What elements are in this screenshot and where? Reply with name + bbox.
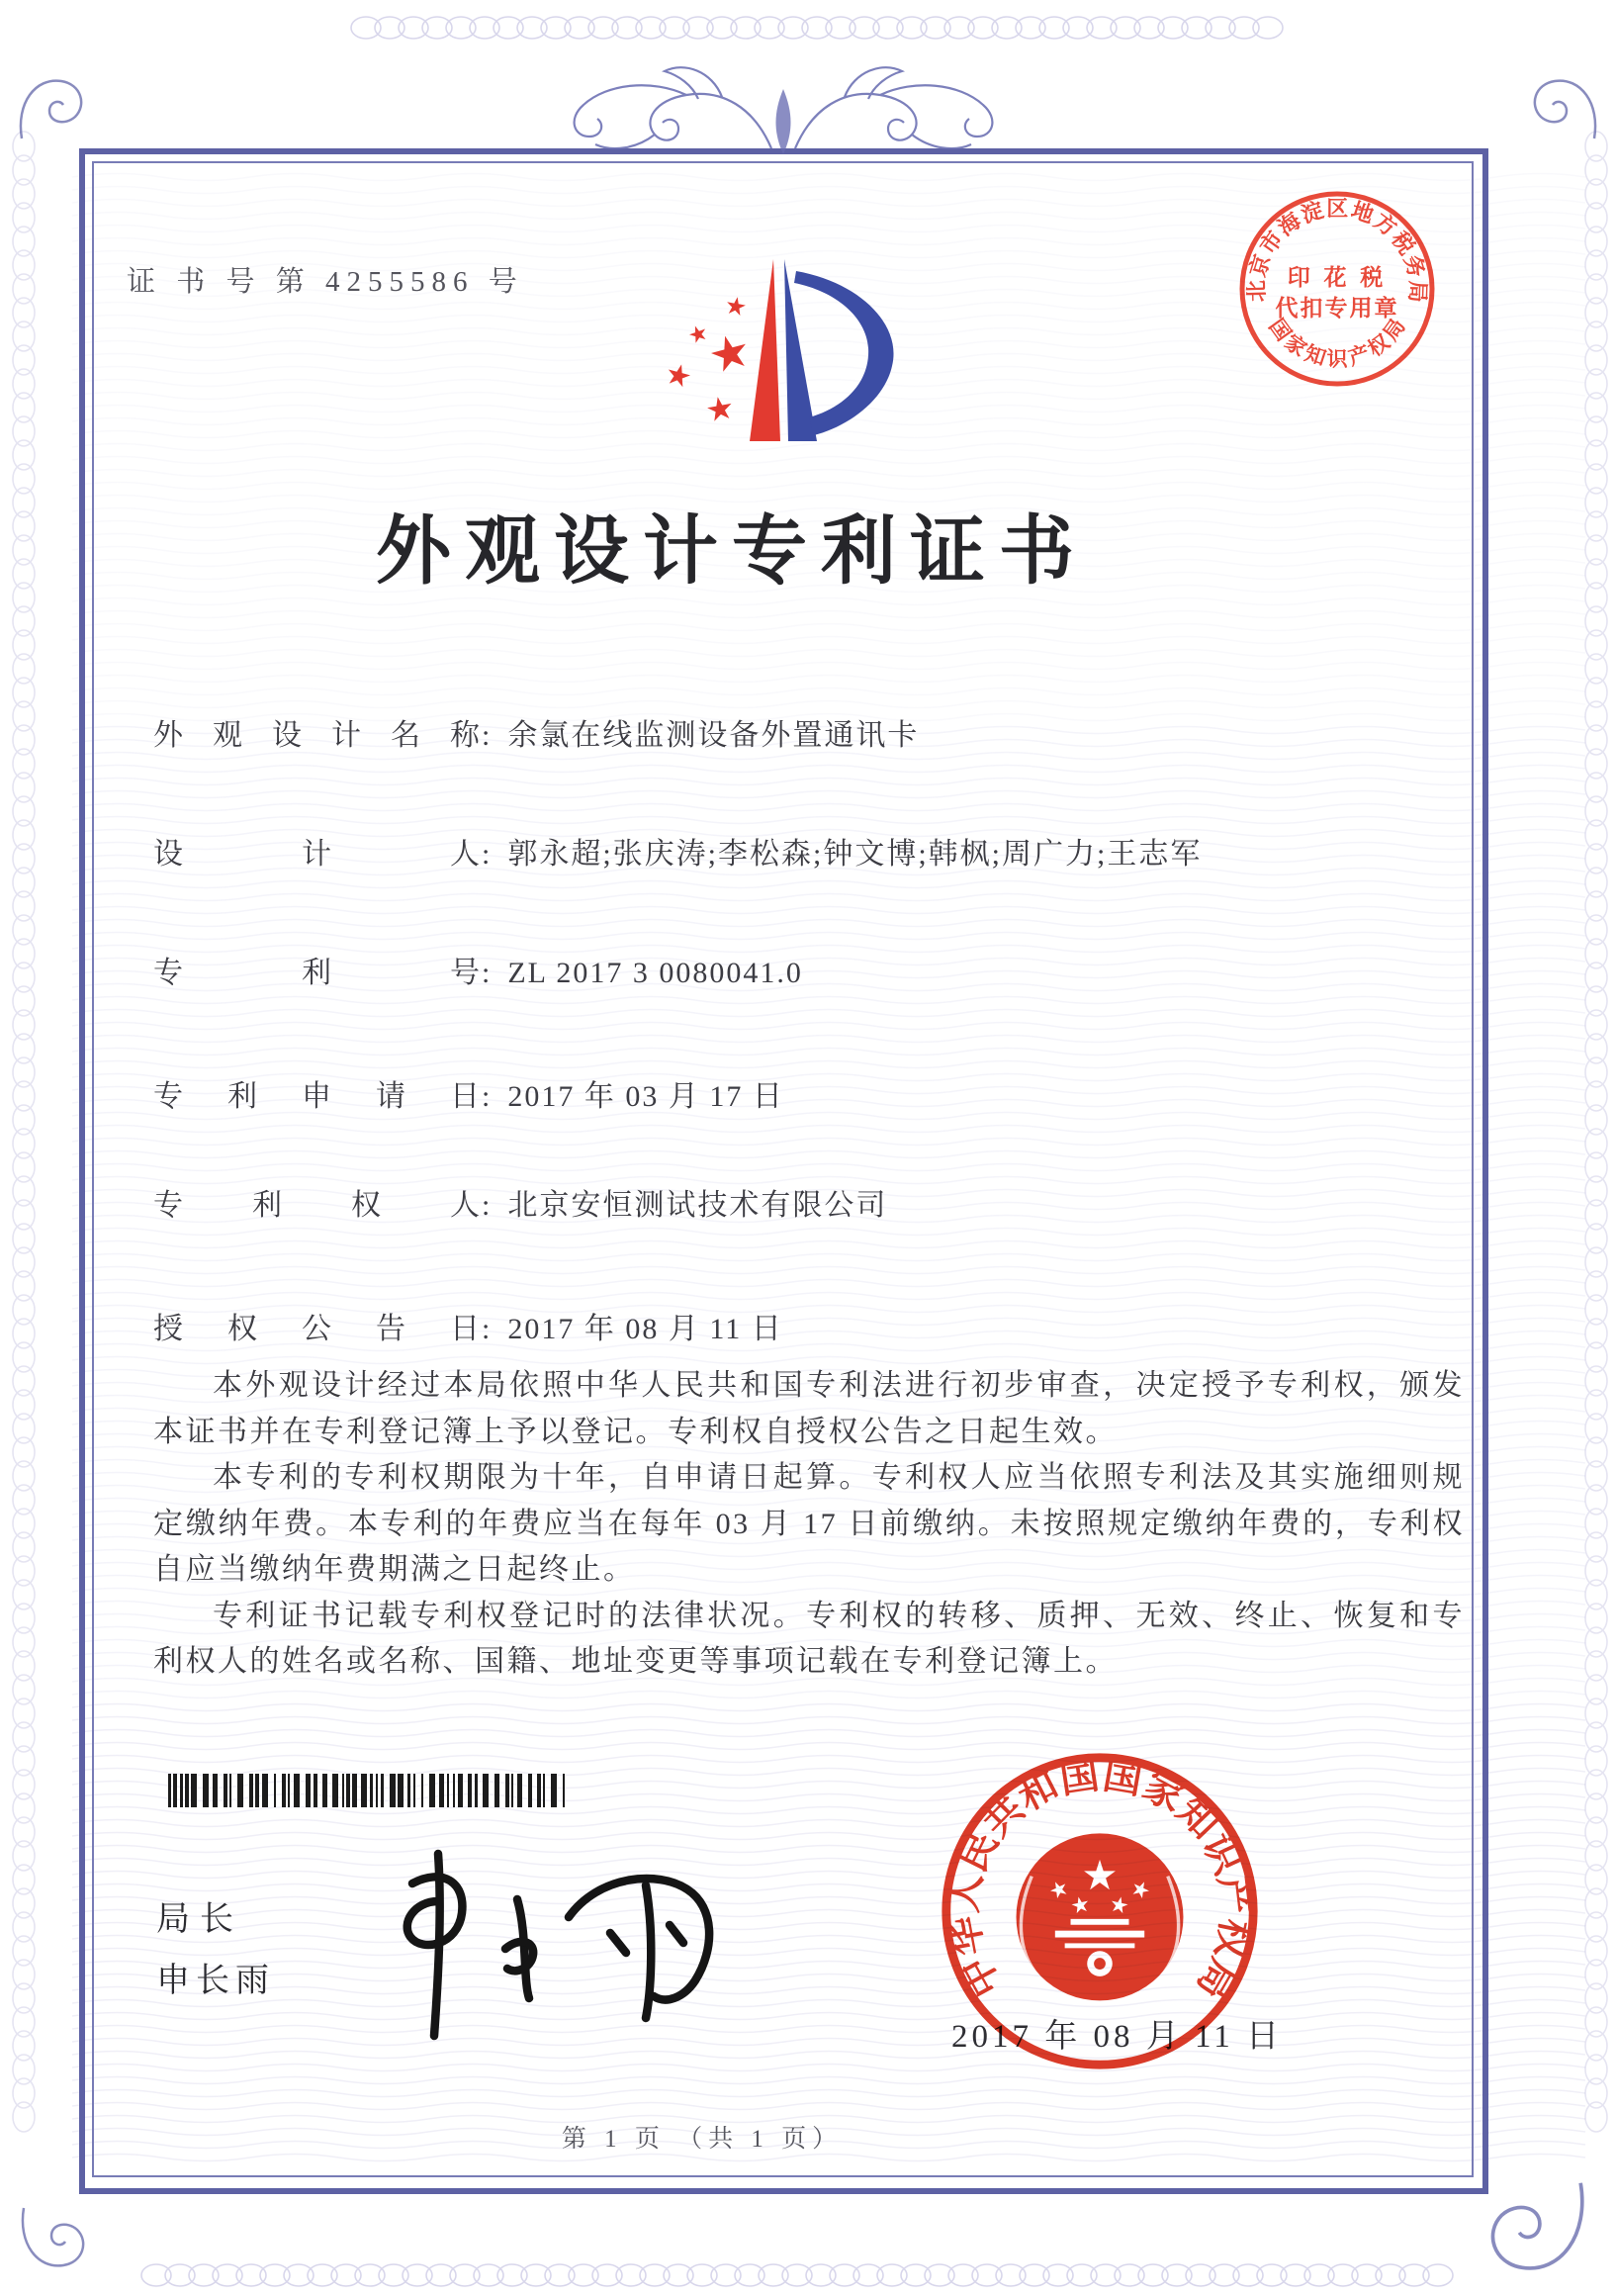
tax-stamp-arc-bottom-text: 国家知识产权局 bbox=[1264, 314, 1410, 372]
logo-star-3 bbox=[711, 336, 746, 372]
field-design-name bbox=[153, 710, 1479, 754]
tax-stamp-arc-top-text: 北京市海淀区地方税务局 bbox=[1243, 196, 1431, 304]
stamp-tax-office-seal bbox=[1232, 184, 1442, 394]
field-value: 2017 年 08 月 11 日 bbox=[507, 1313, 783, 1345]
field-value: 2017 年 03 月 17 日 bbox=[507, 1080, 784, 1113]
field-label: 专利申请日 bbox=[153, 1080, 480, 1113]
field-patentee bbox=[153, 1180, 1479, 1224]
corner-scroll-ornament-bottom-left bbox=[16, 2198, 95, 2277]
director-handwritten-signature bbox=[351, 1842, 727, 2050]
emblem-gate-roof-upper bbox=[1071, 1919, 1129, 1925]
field-grant-date bbox=[153, 1304, 1479, 1347]
field-colon: : bbox=[482, 1189, 491, 1222]
page-number-footer: 第 1 页 （共 1 页） bbox=[561, 2126, 844, 2153]
emblem-gate-roof-lower bbox=[1055, 1931, 1144, 1938]
corner-scroll-ornament-bottom-right bbox=[1476, 2168, 1592, 2285]
field-colon: : bbox=[482, 1080, 491, 1113]
field-colon: : bbox=[482, 838, 491, 871]
national-emblem bbox=[1017, 1833, 1184, 2000]
svg-text:国家知识产权局 bbox=[1264, 315, 1409, 371]
legal-paragraph-1: 本外观设计经过本局依照中华人民共和国专利法进行初步审查，决定授予专利权，颁发本证书并在专利登记簿上予以登记。专利权自授权公告之日起生效。 bbox=[153, 1369, 1465, 1448]
tax-stamp-center-line2: 代扣专用章 bbox=[1275, 296, 1399, 321]
director-name-label: 申长雨 bbox=[156, 1962, 275, 1999]
field-filing-date bbox=[153, 1071, 1479, 1115]
field-colon: : bbox=[482, 957, 491, 989]
logo-red-spire bbox=[750, 259, 780, 441]
tax-stamp-center-line1: 印 花 税 bbox=[1287, 265, 1388, 290]
field-label: 设计人 bbox=[153, 838, 480, 871]
dragon-ornament-top-center bbox=[457, 38, 1110, 171]
corner-scroll-ornament-top-left bbox=[14, 69, 93, 148]
field-label: 外观设计名称 bbox=[153, 719, 480, 752]
barcode bbox=[168, 1774, 576, 1807]
corner-scroll-ornament-top-right bbox=[1523, 69, 1602, 148]
seal-grant-date: 2017 年 08 月 11 日 bbox=[951, 2019, 1284, 2055]
field-label: 专利号 bbox=[153, 957, 480, 989]
field-designers bbox=[153, 829, 1479, 872]
braid-ornament-right-edge bbox=[1578, 129, 1614, 2166]
seal-ring-text: 中华人民共和国国家知识产权局 bbox=[943, 1754, 1257, 2007]
braid-ornament-left-edge bbox=[6, 129, 42, 2166]
logo-star-1 bbox=[727, 297, 746, 316]
frame-border-inner bbox=[92, 161, 1474, 2177]
certificate-title: 外观设计专利证书 bbox=[376, 510, 1088, 594]
field-value: 余氯在线监测设备外置通讯卡 bbox=[507, 719, 920, 752]
field-label: 专利权人 bbox=[153, 1189, 480, 1222]
legal-paragraph-3: 专利证书记载专利权登记时的法律状况。专利权的转移、质押、无效、终止、恢复和专利权人的姓名或名称、国籍、地址变更等事项记载在专利登记簿上。 bbox=[153, 1599, 1465, 1678]
director-title-label: 局长 bbox=[156, 1900, 243, 1938]
emblem-gate-platform bbox=[1065, 1943, 1135, 1948]
legal-text-block bbox=[153, 1363, 1465, 1686]
certificate-number: 证 书 号 第 4255586 号 bbox=[127, 266, 524, 298]
field-label: 授权公告日 bbox=[153, 1313, 480, 1345]
logo-star-2 bbox=[689, 326, 706, 343]
sipo-patent-office-logo bbox=[633, 226, 979, 455]
logo-star-5 bbox=[707, 397, 731, 421]
emblem-gear-inner bbox=[1094, 1958, 1106, 1970]
field-patent-number bbox=[153, 948, 1479, 991]
logo-star-4 bbox=[669, 364, 690, 387]
field-colon: : bbox=[482, 719, 491, 752]
field-value: 北京安恒测试技术有限公司 bbox=[507, 1189, 888, 1222]
braid-ornament-bottom-edge bbox=[138, 2257, 1483, 2293]
field-value: ZL 2017 3 0080041.0 bbox=[507, 957, 803, 989]
legal-paragraph-2: 本专利的专利权期限为十年，自申请日起算。专利权人应当依照专利法及其实施细则规定缴纳年费。本专利的年费应当在每年 03 月 17 日前缴纳。未按照规定缴纳年费的，专利权自应当缴纳年费期满之日起终止。 bbox=[153, 1461, 1465, 1586]
field-value: 郭永超;张庆涛;李松森;钟文博;韩枫;周广力;王志军 bbox=[507, 838, 1203, 871]
stamp-cnipa-official-seal bbox=[935, 1746, 1265, 2076]
field-colon: : bbox=[482, 1313, 491, 1345]
